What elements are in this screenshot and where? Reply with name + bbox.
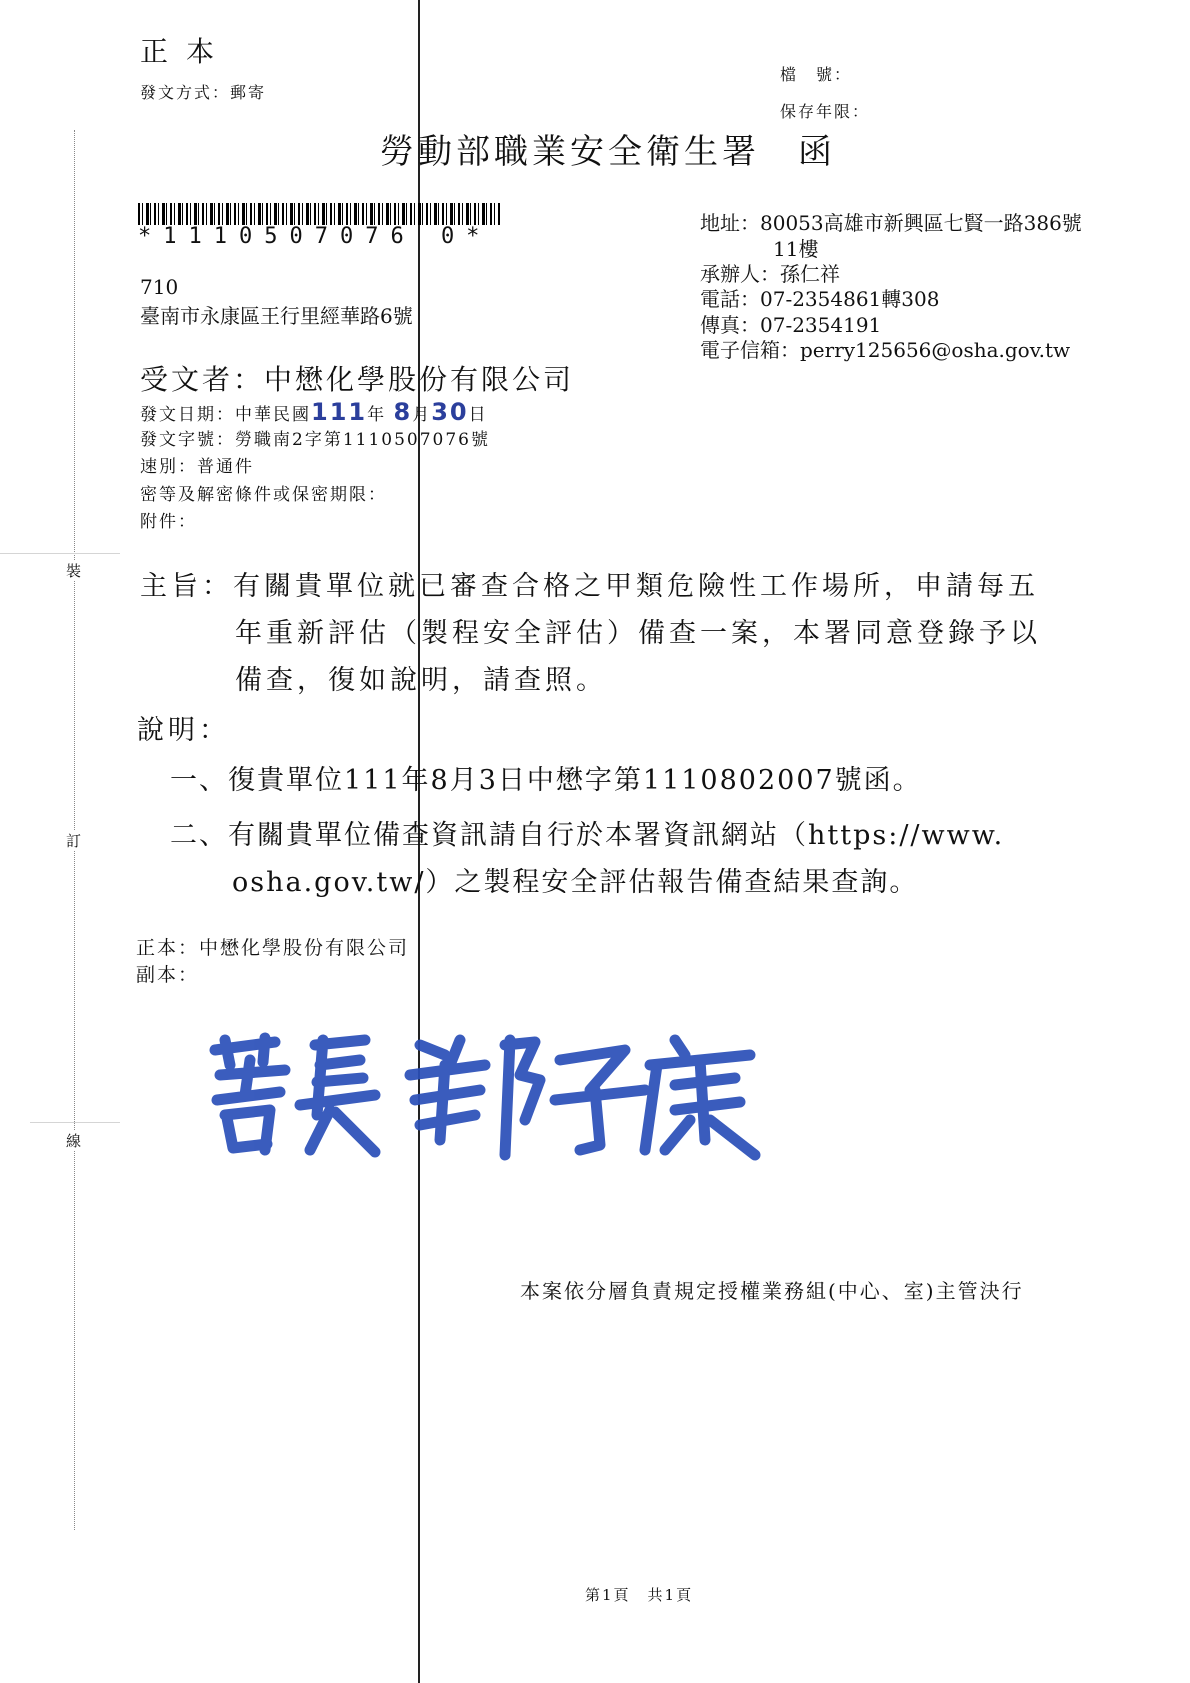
subject	[140, 563, 1041, 704]
barcode-text: *1110507076 0*	[138, 224, 492, 249]
recipient: 受文者：中懋化學股份有限公司	[140, 363, 575, 396]
email: 電子信箱：perry125656@osha.gov.tw	[700, 338, 1071, 362]
fax: 傳真：07-2354191	[700, 313, 882, 337]
scan-mark	[0, 553, 120, 554]
page-number: 第1頁 共1頁	[585, 1586, 694, 1604]
issue-date-year-unit: 年	[367, 405, 387, 425]
explanation-item-2-line-1: 二、有關貴單位備查資訊請自行於本署資訊網站（https://www.	[170, 820, 1005, 851]
copy-type: 正本	[140, 35, 233, 68]
barcode	[138, 203, 500, 225]
file-number-label: 檔 號：	[780, 65, 853, 84]
recipient-address: 臺南市永康區王行里經華路6號	[140, 304, 413, 328]
issue-date-day-unit: 日	[468, 405, 488, 425]
delegation-note: 本案依分層負責規定授權業務組(中心、室)主管決行	[520, 1279, 1024, 1303]
explanation-item-2	[170, 812, 1004, 906]
issue-date-year: 111	[311, 398, 368, 426]
secrecy-level: 密等及解密條件或保密期限：	[140, 485, 387, 505]
issue-date-month-unit: 月	[412, 405, 432, 425]
explanation-item-1: 一、復貴單位111年8月3日中懋字第1110802007號函。	[170, 765, 922, 796]
binding-char-xian: 線	[66, 1132, 82, 1150]
sender-address: 地址：80053高雄市新興區七賢一路386號	[700, 211, 1082, 235]
retention-label: 保存年限：	[780, 102, 871, 121]
explanation-heading: 說明：	[137, 715, 230, 746]
handler: 承辦人：孫仁祥	[700, 262, 840, 286]
document-title: 勞動部職業安全衛生署 函	[380, 132, 836, 172]
telephone: 電話：07-2354861轉308	[700, 287, 940, 311]
issue-date-label: 發文日期：中華民國	[140, 405, 311, 425]
delivery-speed: 速別：普通件	[140, 457, 254, 477]
issue-date-month: 8	[393, 398, 413, 426]
subject-line-2: 年重新評估（製程安全評估）備查一案，本署同意登錄予以	[235, 618, 1041, 649]
subject-line-1: 主旨：有關貴單位就已審查合格之甲類危險性工作場所，申請每五	[140, 571, 1039, 602]
reference-number: 發文字號：勞職南2字第1110507076號	[140, 430, 490, 450]
send-method: 發文方式：郵寄	[140, 83, 267, 102]
binding-char-zhuang: 裝	[66, 562, 82, 580]
scan-mark	[30, 1122, 120, 1123]
attachment: 附件：	[140, 512, 197, 532]
director-signature	[205, 1020, 765, 1170]
binding-char-ding: 訂	[66, 832, 82, 850]
subject-line-3: 備查，復如說明，請查照。	[235, 665, 607, 696]
explanation-item-2-line-2: osha.gov.tw/）之製程安全評估報告備查結果查詢。	[232, 867, 919, 898]
postal-code: 710	[140, 275, 179, 299]
issue-date-day: 30	[431, 398, 469, 426]
main-recipient: 正本：中懋化學股份有限公司	[136, 937, 410, 959]
copy-recipient: 副本：	[136, 964, 200, 986]
sender-address-line2: 11樓	[773, 237, 819, 261]
issue-date	[140, 398, 488, 426]
